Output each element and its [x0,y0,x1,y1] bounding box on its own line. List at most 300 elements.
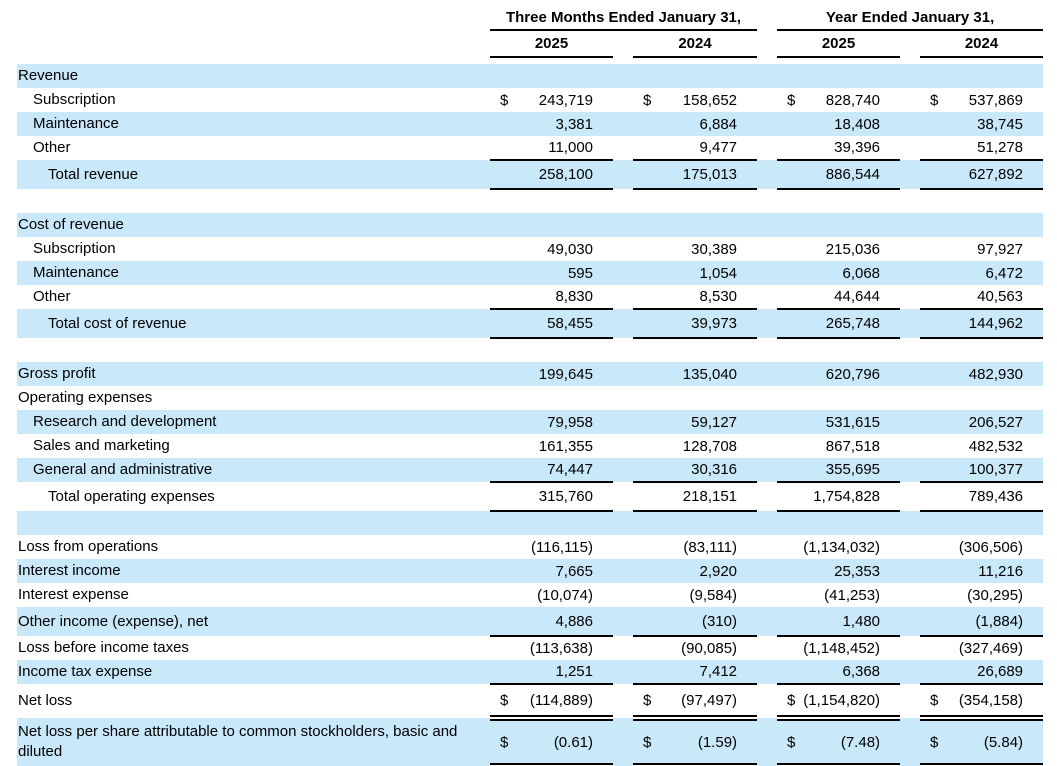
row-label: Interest expense [18,586,129,604]
gap-cell [757,458,777,482]
value-cell [920,64,1043,88]
value-cell [777,362,900,386]
value-text: 161,355 [538,437,593,455]
value-cell [633,535,757,559]
value-text: 1,480 [842,612,881,630]
value-text: 4,886 [555,612,593,630]
gap-cell [757,718,777,766]
value-cell [490,559,613,583]
value-text: (1,148,452) [803,640,881,657]
dollar-sign: $ [500,91,509,109]
value-text: 355,695 [825,461,881,478]
gap-cell [613,511,633,535]
value-text: 26,689 [977,663,1024,680]
value-cell [490,285,613,309]
value-cell [777,718,900,766]
table-row [17,88,1043,112]
value-text: (1,884) [975,612,1024,630]
value-text: 39,973 [691,315,738,332]
value-cell [777,535,900,559]
blank-row [17,189,1043,213]
gap-cell [900,64,920,88]
value-text: 135,040 [682,365,738,383]
value-text: 828,740 [825,91,881,109]
value-cell [777,458,900,482]
value-text: 1,251 [555,663,593,680]
value-text: 9,477 [699,139,738,156]
value-text: 206,527 [968,413,1024,431]
gap-cell [613,636,633,660]
value-cell [490,660,613,684]
gap-cell [900,660,920,684]
value-text: 30,389 [691,240,738,258]
value-text: 49,030 [547,240,593,258]
gap-cell [900,434,920,458]
value-cell [490,189,613,213]
value-cell [490,64,613,88]
gap-cell [900,559,920,583]
period-header-three-months: Three Months Ended January 31, [490,5,757,30]
gap-cell [757,309,777,338]
value-text: (83,111) [683,538,738,556]
gap-cell [900,684,920,718]
value-cell [920,583,1043,607]
value-text: (113,638) [529,640,593,657]
gap-cell [900,309,920,338]
gap-cell [757,607,777,636]
value-cell [633,64,757,88]
row-label: Other income (expense), net [18,612,209,630]
value-text: 30,316 [691,461,738,478]
row-label: Maintenance [33,264,119,282]
period-header-row [17,5,1043,30]
value-cell [633,338,757,362]
table-row [17,636,1043,660]
value-text: 315,760 [538,488,593,505]
value-cell [633,136,757,160]
value-cell [777,636,900,660]
value-cell [920,511,1043,535]
gap-cell [900,583,920,607]
value-cell [920,718,1043,766]
value-cell [777,434,900,458]
gap-cell [613,684,633,718]
value-text: 40,563 [977,288,1024,305]
value-text: 537,869 [968,91,1024,109]
table-row [17,718,1043,766]
period-header-year: Year Ended January 31, [777,5,1043,30]
row-label: Income tax expense [18,663,153,681]
value-cell [633,362,757,386]
value-cell [490,160,613,189]
gap-cell [900,88,920,112]
value-cell [777,410,900,434]
gap-cell [900,362,920,386]
value-cell [633,237,757,261]
value-cell [490,309,613,338]
value-text: (41,253) [824,586,881,604]
table-row [17,434,1043,458]
gap-cell [613,213,633,237]
gap-cell [613,88,633,112]
value-text: (114,889) [529,691,593,709]
value-text: (97,497) [681,691,738,709]
value-text: 1,054 [699,264,738,282]
value-cell [920,684,1043,718]
value-text: 627,892 [968,166,1024,183]
table-row [17,309,1043,338]
value-text: 531,615 [825,413,881,431]
value-cell [777,660,900,684]
value-cell [633,189,757,213]
gap-cell [757,535,777,559]
gap-cell [757,636,777,660]
value-cell [490,386,613,410]
gap-cell [613,559,633,583]
row-label: Gross profit [18,365,96,383]
year-header-fy-2024: 2024 [920,30,1043,57]
value-text: 243,719 [538,91,593,109]
value-text: 1,754,828 [813,488,881,505]
row-label: Net loss per share attributable to common stockholders, basic and diluted [18,723,458,760]
gap-cell [757,189,777,213]
value-cell [633,559,757,583]
value-text: (5.84) [983,733,1024,751]
value-text: (1.59) [697,733,738,751]
gap-cell [613,64,633,88]
gap-cell [900,285,920,309]
table-row [17,535,1043,559]
value-cell [490,718,613,766]
value-text: (7.48) [840,733,881,751]
value-text: 39,396 [834,139,881,156]
value-cell [633,112,757,136]
table-row [17,458,1043,482]
dollar-sign: $ [930,733,939,751]
row-label: Maintenance [33,115,119,133]
value-cell [920,285,1043,309]
table-row [17,64,1043,88]
gap-cell [613,285,633,309]
value-text: (9,584) [689,586,738,604]
dollar-sign: $ [787,691,796,709]
value-cell [777,309,900,338]
value-cell [777,112,900,136]
dollar-sign: $ [500,733,509,751]
value-cell [920,410,1043,434]
value-cell [633,607,757,636]
gap-cell [757,88,777,112]
value-text: 215,036 [825,240,881,258]
gap-cell [757,511,777,535]
table-row [17,482,1043,511]
gap-cell [757,285,777,309]
row-label: Total revenue [48,165,139,183]
dollar-sign: $ [643,91,652,109]
value-cell [490,362,613,386]
gap-cell [900,112,920,136]
value-cell [633,482,757,511]
value-text: 6,884 [699,115,738,133]
value-cell [633,213,757,237]
value-cell [633,660,757,684]
dollar-sign: $ [643,691,652,709]
value-text: 258,100 [538,166,593,183]
value-cell [777,559,900,583]
value-text: 789,436 [968,488,1024,505]
value-cell [633,261,757,285]
dollar-sign: $ [787,733,796,751]
value-text: 482,930 [968,365,1024,383]
value-cell [633,458,757,482]
table-row [17,607,1043,636]
gap-cell [900,160,920,189]
gap-cell [900,511,920,535]
dollar-sign: $ [930,691,939,709]
row-label [17,189,490,213]
value-text: 886,544 [825,166,881,183]
value-text: 867,518 [825,437,881,455]
value-text: 11,216 [978,562,1024,580]
value-text: 18,408 [834,115,881,133]
gap-cell [900,636,920,660]
gap-cell [757,386,777,410]
value-cell [920,434,1043,458]
gap-cell [613,136,633,160]
gap-cell [900,338,920,362]
gap-cell [613,718,633,766]
gap-cell [613,338,633,362]
value-cell [490,607,613,636]
gap-cell [900,482,920,511]
value-cell [490,434,613,458]
value-cell [920,112,1043,136]
value-cell [633,285,757,309]
gap-cell [613,607,633,636]
gap-cell [900,261,920,285]
row-label: Revenue [18,67,79,85]
gap-cell [757,482,777,511]
table-row [17,386,1043,410]
value-text: 218,151 [682,488,738,505]
blank-row [17,511,1043,535]
value-cell [633,583,757,607]
gap-cell [613,386,633,410]
value-cell [490,112,613,136]
value-cell [777,684,900,718]
value-text: 8,830 [555,288,593,305]
value-cell [920,482,1043,511]
value-cell [490,535,613,559]
gap-cell [900,718,920,766]
value-cell [490,458,613,482]
value-text: 59,127 [691,413,738,431]
value-cell [633,309,757,338]
row-label: Other [33,288,71,306]
value-text: (1,134,032) [803,538,881,556]
value-cell [920,535,1043,559]
value-cell [633,511,757,535]
table-body [17,64,1043,766]
gap-cell [613,660,633,684]
value-cell [777,88,900,112]
table-row [17,362,1043,386]
gap-cell [613,237,633,261]
value-text: (116,115) [531,538,593,556]
value-cell [633,636,757,660]
group-gap [757,5,777,30]
value-text: 8,530 [699,288,738,305]
value-text: (306,506) [958,538,1024,556]
value-text: 38,745 [977,115,1024,133]
value-cell [490,482,613,511]
value-text: (10,074) [537,586,593,604]
row-label: Subscription [33,91,116,109]
value-cell [777,511,900,535]
gap-cell [757,112,777,136]
row-label [17,338,490,362]
row-label: Cost of revenue [18,216,124,234]
value-text: 74,447 [547,461,593,478]
gap-cell [757,160,777,189]
value-cell [777,482,900,511]
value-cell [920,362,1043,386]
value-cell [490,583,613,607]
value-cell [920,458,1043,482]
gap-cell [613,410,633,434]
value-cell [920,636,1043,660]
value-text: (90,085) [681,640,738,657]
row-label: Net loss [18,692,73,710]
gap-cell [613,362,633,386]
table-row [17,285,1043,309]
value-cell [920,660,1043,684]
income-statement-table [17,5,1043,766]
gap-cell [900,136,920,160]
value-cell [633,160,757,189]
gap-cell [613,482,633,511]
gap-cell [757,660,777,684]
value-text: 11,000 [548,139,593,156]
table-row [17,160,1043,189]
value-cell [490,213,613,237]
gap-cell [613,458,633,482]
value-cell [633,410,757,434]
value-text: (1,154,820) [803,691,881,709]
gap-cell [613,583,633,607]
value-text: 25,353 [834,562,881,580]
gap-cell [757,410,777,434]
value-text: 595 [567,264,593,282]
row-label: Other [33,139,71,157]
value-text: 3,381 [555,115,593,133]
value-cell [777,607,900,636]
value-text: (310) [702,612,738,630]
value-text: 100,377 [968,461,1024,478]
gap-cell [900,237,920,261]
dollar-sign: $ [787,91,796,109]
gap-cell [757,684,777,718]
value-cell [777,64,900,88]
gap-cell [613,261,633,285]
value-text: 482,532 [968,437,1024,455]
value-text: (354,158) [958,691,1024,709]
table-row [17,237,1043,261]
value-cell [920,386,1043,410]
gap-cell [613,112,633,136]
value-text: 79,958 [547,413,593,431]
row-label: Interest income [18,562,121,580]
table-row [17,660,1043,684]
value-text: 620,796 [825,365,881,383]
gap-cell [613,189,633,213]
year-header-3m-2025: 2025 [490,30,613,57]
row-label: Research and development [33,413,217,431]
value-cell [777,386,900,410]
value-cell [920,309,1043,338]
gap-cell [900,458,920,482]
value-cell [920,213,1043,237]
value-cell [920,237,1043,261]
value-cell [633,684,757,718]
value-cell [633,88,757,112]
value-cell [777,160,900,189]
gap-cell [900,535,920,559]
value-cell [633,386,757,410]
value-cell [920,88,1043,112]
value-text: (0.61) [553,733,593,751]
value-cell [490,237,613,261]
gap-cell [757,213,777,237]
value-cell [490,136,613,160]
table-row [17,136,1043,160]
gap-cell [757,362,777,386]
value-cell [920,607,1043,636]
value-cell [920,160,1043,189]
value-cell [633,718,757,766]
value-cell [920,189,1043,213]
gap-cell [613,160,633,189]
value-cell [777,237,900,261]
year-header-fy-2025: 2025 [777,30,900,57]
value-text: 2,920 [699,562,738,580]
dollar-sign: $ [930,91,939,109]
value-cell [490,261,613,285]
value-cell [777,213,900,237]
table-row [17,559,1043,583]
value-text: 6,068 [842,264,881,282]
value-cell [777,285,900,309]
value-cell [920,338,1043,362]
value-cell [490,410,613,434]
value-cell [490,88,613,112]
value-text: (30,295) [967,586,1024,604]
value-text: 175,013 [682,166,738,183]
value-cell [490,338,613,362]
gap-cell [757,583,777,607]
value-text: 97,927 [977,240,1024,258]
value-cell [920,559,1043,583]
value-cell [490,511,613,535]
dollar-sign: $ [643,733,652,751]
value-text: 7,412 [699,663,738,680]
table-row [17,410,1043,434]
gap-cell [613,535,633,559]
value-text: 51,278 [977,139,1024,156]
value-text: 158,652 [682,91,738,109]
table-row [17,583,1043,607]
table-row [17,112,1043,136]
